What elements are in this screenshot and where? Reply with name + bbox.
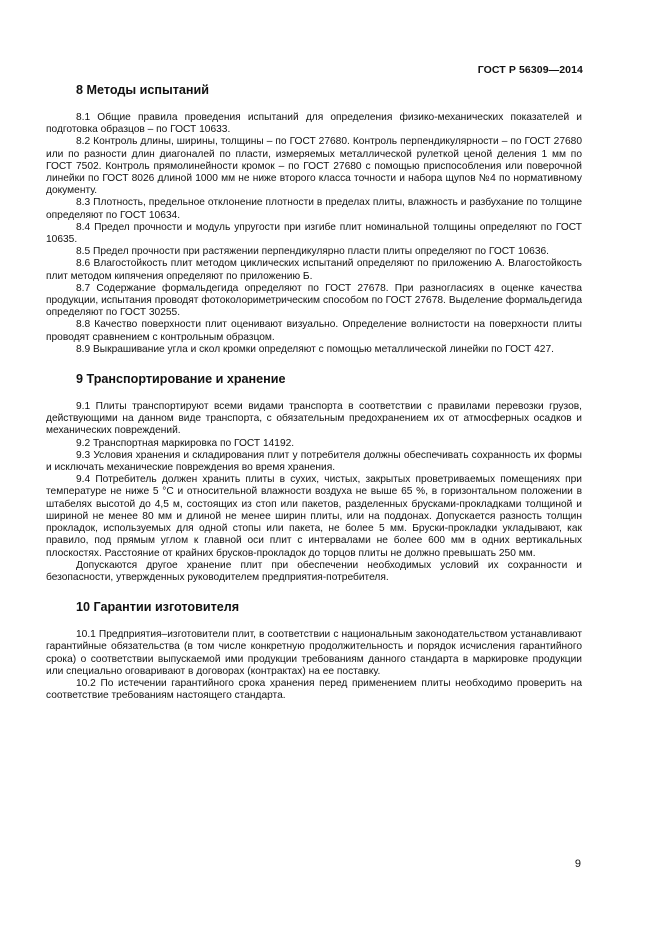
section-title: 9 Транспортирование и хранение [76,372,286,387]
page-content [46,82,582,702]
paragraph-8-5: 8.5 Предел прочности при растяжении перпендикулярно пласти плиты определяют по ГОСТ 10636. [76,246,550,258]
paragraph-8-3: 8.3 Плотность, предельное отклонение плотности в пределах плиты, влажность и разбухание по толщине определяют по ГОСТ 10634. [46,197,582,221]
paragraph-8-8: 8.8 Качество поверхности плит оценивают визуально. Определение волнистости на поверхности плиты проводят сравнением с контрольным образцом. [46,319,582,343]
paragraph-9-3: 9.3 Условия хранения и складирования плит у потребителя должны обеспечивать сохранность их формы и исключать механические повреждения во время хранения. [46,449,582,474]
section-transport-storage [46,371,582,584]
paragraph-9-2: 9.2 Транспортная маркировка по ГОСТ 14192. [76,437,295,449]
section-manufacturer-warranty [46,599,582,702]
paragraph-9-1: 9.1 Плиты транспортируют всеми видами транспорта в соответствии с правилами перевозки грузов, действующими на данном виде транспорта, с обязательным предохранением их от атмосферных осадков и механических повреждений. [46,401,582,437]
paragraph-8-2: 8.2 Контроль длины, ширины, толщины – по ГОСТ 27680. Контроль перпендикулярности – по ГОСТ 27680 или по разности длин диагоналей по пласти, измеряемых металлической рулеткой ценой деления 1 мм по ГОСТ 7502. Контроль прямолинейности кромок – по ГОСТ 27680 с помощью приспособления или поверочной линейки по ГОСТ 8026 длиной 1000 мм не ниже второго класса точности и набора щупов №4 по нормативному документу. [46,136,582,197]
paragraph-10-1: 10.1 Предприятия–изготовители плит, в соответствии с национальным законодательством устанавливают гарантийные обязательства (в том числе конкретную продолжительность и порядок исчисления гарантийного срока) о соответствии выпускаемой ими продукции требованиям данного стандарта в маркировке продукции или специально оговаривают в договорах (контрактах) на ее поставку. [46,629,582,677]
paragraph-9-4-note: Допускаются другое хранение плит при обеспечении необходимых условий их сохранности и безопасности, утвержденных руководителем предприятия-потребителя. [46,559,582,583]
paragraph-10-2: 10.2 По истечении гарантийного срока хранения перед применением плиты необходимо проверить на соответствие требованиям настоящего стандарта. [46,677,582,702]
section-title: 8 Методы испытаний [76,83,209,97]
paragraph-8-4: 8.4 Предел прочности и модуль упругости при изгибе плит номинальной толщины определяют по ГОСТ 10635. [46,221,582,246]
paragraph-8-1: 8.1 Общие правила проведения испытаний для определения физико-механических показателей и подготовка образцов – по ГОСТ 10633. [46,112,582,136]
paragraph-8-7: 8.7 Содержание формальдегида определяют по ГОСТ 27678. При разногласиях в оценке качества продукции, испытания проводят фотоколориметрическим способом по ГОСТ 27678. Выделение формальдегида определяют по ГОСТ 30255. [46,282,582,319]
paragraph-9-4: 9.4 Потребитель должен хранить плиты в сухих, чистых, закрытых проветриваемых помещениях при температуре не ниже 5 °С и относительной влажности воздуха не выше 65 %, в горизонтальном положении в штабелях высотой до 4,5 м, состоящих из стоп или пакетов, разделенных брусками-прокладками толщиной и шириной не менее 80 мм и длиной не менее ширин плиты, или на поддонах. Допускается разность толщин прокладок, используемых для одной стопы или пакета, не более 5 мм. Бруски-прокладки укладывают, как правило, под прямым углом к главной оси плит с интервалами не более 600 мм в одних вертикальных плоскостях. Расстояние от крайних брусков-прокладок до торцов плиты не должно превышать 250 мм. [46,474,582,559]
standard-designation: ГОСТ Р 56309—2014 [477,64,583,76]
section-title: 10 Гарантии изготовителя [76,600,240,615]
page-number: 9 [574,858,581,870]
paragraph-8-6: 8.6 Влагостойкость плит методом циклических испытаний определяют по приложению А. Влагостойкость плит методом кипячения определяют по приложению Б. [46,258,582,282]
paragraph-8-9: 8.9 Выкрашивание угла и скол кромки определяют с помощью металлической линейки по ГОСТ 427. [76,343,554,355]
section-test-methods [46,82,582,356]
